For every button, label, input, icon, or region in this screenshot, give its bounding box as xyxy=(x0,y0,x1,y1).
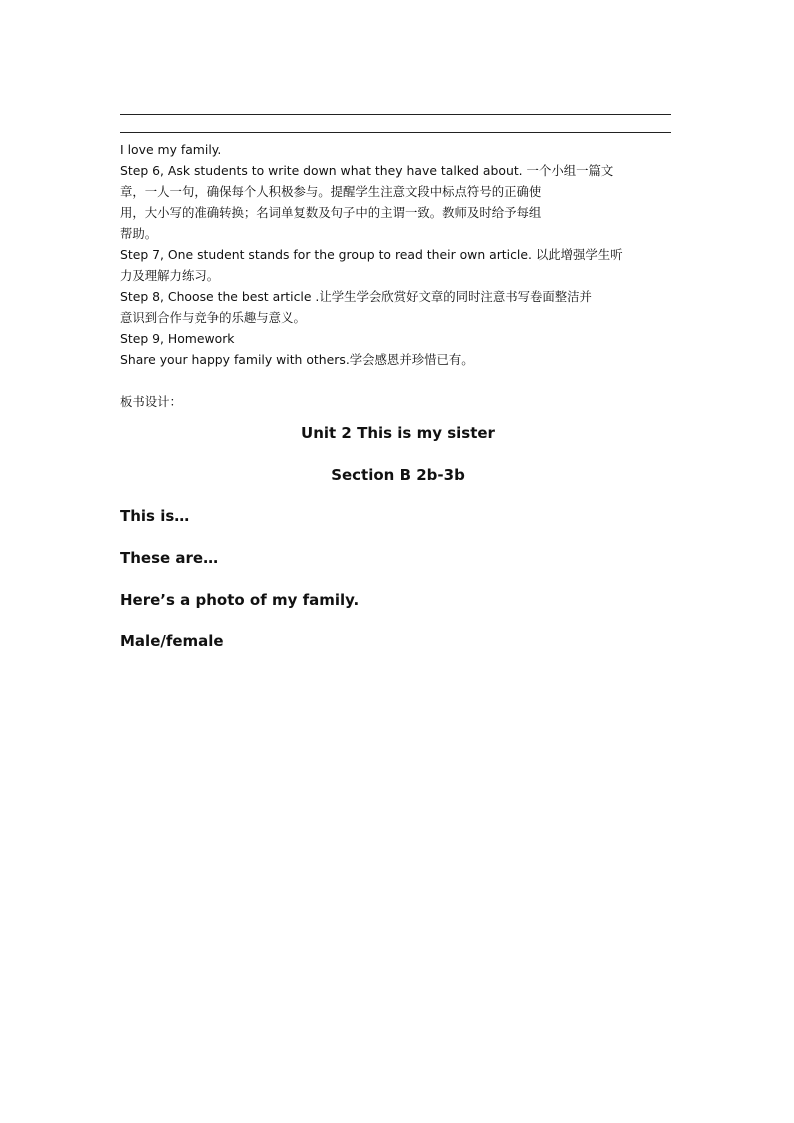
step-6-line-4: 帮助。 xyxy=(120,226,158,241)
step-6-line-1: Step 6, Ask students to write down what they have talked about. 一个小组一篇文 xyxy=(120,163,614,178)
board-item-1: This is… xyxy=(120,507,190,525)
step-8-line-1: Step 8, Choose the best article .让学生学会欣赏好文章的同时注意书写卷面整洁并 xyxy=(120,289,592,304)
board-title: Unit 2 This is my sister xyxy=(301,424,495,442)
step-7-line-2: 力及理解力练习。 xyxy=(120,268,220,283)
homework-line: Share your happy family with others.学会感恩并珍惜已有。 xyxy=(120,352,474,367)
board-item-3: Here’s a photo of my family. xyxy=(120,591,360,609)
answer-line-2 xyxy=(120,132,671,133)
step-8-line-2: 意识到合作与竞争的乐趣与意义。 xyxy=(120,310,306,325)
spacer xyxy=(120,370,672,391)
step-9-line: Step 9, Homework xyxy=(120,331,235,346)
step-6-line-3: 用，大小写的准确转换；名词单复数及句子中的主谓一致。教师及时给予每组 xyxy=(120,205,542,220)
body-line-1: I love my family. xyxy=(120,142,222,157)
step-7-line-1: Step 7, One student stands for the group to read their own article. 以此增强学生听 xyxy=(120,247,623,262)
board-item-4: Male/female xyxy=(120,632,224,650)
step-6-line-2: 章，一人一句，确保每个人积极参与。提醒学生注意文段中标点符号的正确使 xyxy=(120,184,542,199)
page-content xyxy=(120,100,672,651)
board-label: 板书设计： xyxy=(120,394,182,409)
board-section: Section B 2b-3b xyxy=(331,466,465,484)
answer-line-1 xyxy=(120,114,671,115)
board-item-2: These are… xyxy=(120,549,219,567)
